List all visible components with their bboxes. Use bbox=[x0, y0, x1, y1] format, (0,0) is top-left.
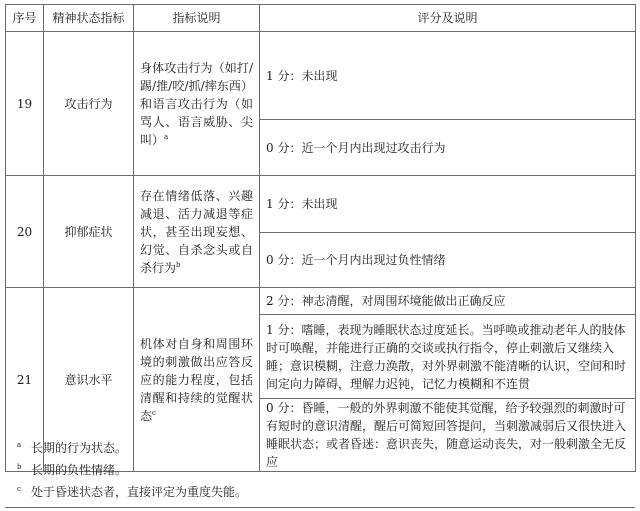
footnotes-section bbox=[5, 434, 635, 508]
score-option: 2 分：神志清醒，对周围环境能做出正确反应 bbox=[260, 288, 636, 315]
table-row bbox=[6, 288, 636, 315]
footnote-ref: c bbox=[152, 408, 156, 417]
indicator-name: 攻击行为 bbox=[44, 32, 134, 176]
row-number: 19 bbox=[6, 32, 44, 176]
indicator-name: 意识水平 bbox=[44, 288, 134, 472]
footnote-text: 处于昏迷状态者，直接评定为重度失能。 bbox=[31, 485, 248, 499]
score-option: 1 分：未出现 bbox=[260, 32, 636, 120]
footnote-mark: a bbox=[17, 441, 22, 449]
footnote bbox=[17, 483, 248, 501]
description-text: 身体攻击行为（如打/踢/推/咬/抓/摔东西）和语言攻击行为（如骂人、语言威胁、尖叫） bbox=[140, 60, 253, 147]
row-number: 20 bbox=[6, 176, 44, 288]
score-option: 1 分：嗜睡，表现为睡眠状态过度延长。当呼唤或推动老年人的肢体时可唤醒，并能进行正确的交谈或执行指令，停止刺激后又继续入睡；意识模糊，注意力涣散，对外界刺激不能清晰的认识，空间和时间定向力障碍，理解力迟钝，记忆力模糊和不连贯 bbox=[260, 315, 636, 399]
footnote-ref: a bbox=[164, 132, 169, 141]
indicator-name: 抑郁症状 bbox=[44, 176, 134, 288]
indicator-description bbox=[134, 176, 260, 288]
footnote-mark: b bbox=[17, 463, 22, 471]
indicator-description bbox=[134, 32, 260, 176]
footnote bbox=[17, 461, 128, 479]
assessment-table bbox=[5, 4, 636, 472]
table-row bbox=[6, 176, 636, 233]
score-option: 0 分：近一个月内出现过负性情绪 bbox=[260, 233, 636, 288]
score-option: 0 分：近一个月内出现过攻击行为 bbox=[260, 120, 636, 176]
footnote-mark: c bbox=[17, 485, 21, 493]
header-no: 序号 bbox=[6, 5, 44, 32]
header-score: 评分及说明 bbox=[260, 5, 636, 32]
description-text: 机体对自身和周围环境的刺激做出应答反应的能力程度，包括清醒和持续的觉醒状态 bbox=[140, 336, 253, 423]
footnote-text: 长期的行为状态。 bbox=[31, 441, 128, 455]
footnote-text: 长期的负性情绪。 bbox=[31, 463, 128, 477]
row-number: 21 bbox=[6, 288, 44, 472]
table-header-row bbox=[6, 5, 636, 32]
description-text: 存在情绪低落、兴趣减退、活力减退等症状，甚至出现妄想、幻觉、自杀念头或自杀行为 bbox=[140, 188, 253, 275]
header-indicator: 精神状态指标 bbox=[44, 5, 134, 32]
table-row bbox=[6, 32, 636, 120]
score-option: 0 分：昏睡，一般的外界刺激不能使其觉醒，给予较强烈的刺激时可有短时的意识清醒，醒后可简短回答提问，当刺激减弱后又很快进入睡眠状态；或者昏迷：意识丧失，随意运动丧失，对一般刺激全无反应 bbox=[260, 399, 636, 472]
footnote bbox=[17, 439, 128, 457]
score-option: 1 分：未出现 bbox=[260, 176, 636, 233]
header-description: 指标说明 bbox=[134, 5, 260, 32]
footnote-ref: b bbox=[176, 260, 181, 269]
